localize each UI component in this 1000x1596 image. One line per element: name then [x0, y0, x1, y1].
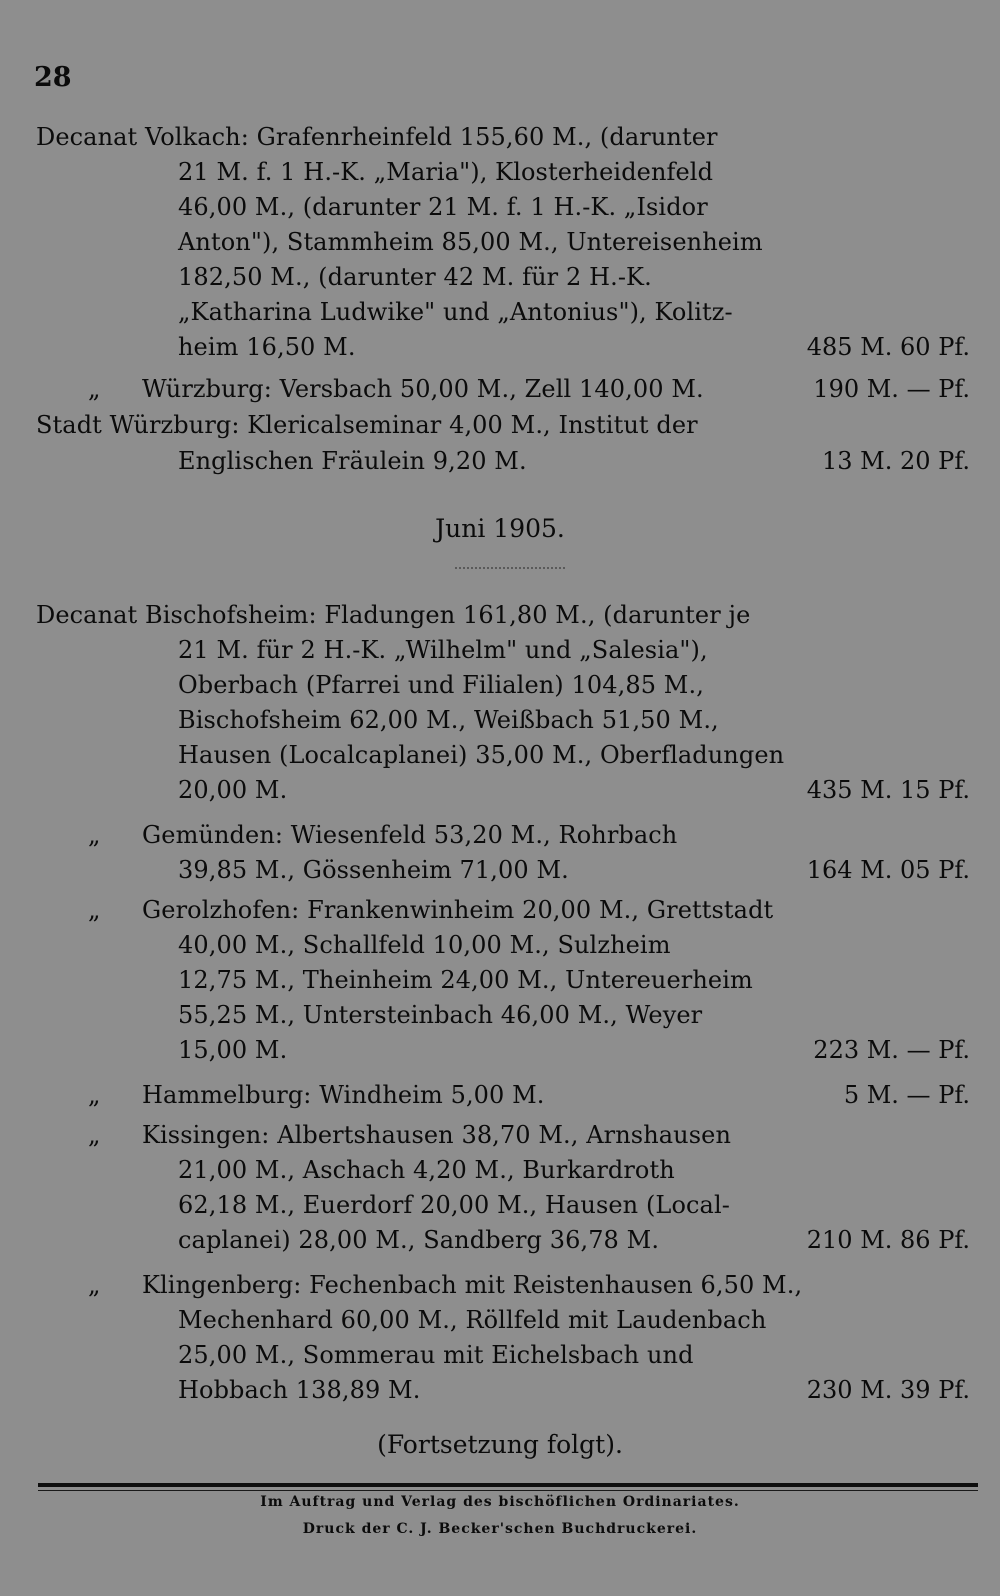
entry-line: „Katharina Ludwike" und „Antonius"), Kolitz-: [178, 298, 733, 326]
entry-amount: 164 M. 05 Pf.: [806, 856, 970, 884]
entry-line: Stadt Würzburg: Klericalseminar 4,00 M., Institut der: [36, 411, 698, 439]
entry-line: Gerolzhofen: Frankenwinheim 20,00 M., Grettstadt: [142, 896, 774, 924]
entry-amount: 5 M. — Pf.: [843, 1081, 970, 1109]
entry-line: 20,00 M.: [178, 776, 288, 804]
entry-amount: 210 M. 86 Pf.: [806, 1226, 970, 1254]
entry-line: Decanat Bischofsheim: Fladungen 161,80 M., (darunter je: [36, 601, 751, 629]
entry-line: Mechenhard 60,00 M., Röllfeld mit Laudenbach: [178, 1306, 767, 1334]
entry-line: Hobbach 138,89 M.: [178, 1376, 421, 1404]
entry-line: Englischen Fräulein 9,20 M.: [178, 447, 527, 475]
entry-line: Würzburg: Versbach 50,00 M., Zell 140,00 M.: [142, 375, 704, 403]
imprint-line: Im Auftrag und Verlag des bischöflichen Ordinariates.: [260, 1494, 740, 1510]
entry-amount: 223 M. — Pf.: [813, 1036, 970, 1064]
entry-amount: 230 M. 39 Pf.: [806, 1376, 970, 1404]
entry-line: Kissingen: Albertshausen 38,70 M., Arnshausen: [142, 1121, 732, 1149]
ditto-mark: „: [88, 1121, 101, 1149]
entry-line: 40,00 M., Schallfeld 10,00 M., Sulzheim: [178, 931, 671, 959]
entry-line: 15,00 M.: [178, 1036, 288, 1064]
entry-line: 55,25 M., Untersteinbach 46,00 M., Weyer: [178, 1001, 703, 1029]
page-number: 28: [34, 62, 72, 93]
ditto-mark: „: [88, 1271, 101, 1299]
ditto-mark: „: [88, 375, 101, 403]
entry-amount: 13 M. 20 Pf.: [822, 447, 970, 475]
entry-amount: 485 M. 60 Pf.: [806, 333, 970, 361]
entry-line: Oberbach (Pfarrei und Filialen) 104,85 M.,: [178, 671, 704, 699]
entry-line: caplanei) 28,00 M., Sandberg 36,78 M.: [178, 1226, 660, 1254]
entry-line: 25,00 M., Sommerau mit Eichelsbach und: [178, 1341, 694, 1369]
footer-rule: [38, 1483, 978, 1487]
footer-rule-thin: [38, 1490, 978, 1491]
entry-line: Hausen (Localcaplanei) 35,00 M., Oberfladungen: [178, 741, 785, 769]
imprint-line: Druck der C. J. Becker'schen Buchdruckerei.: [302, 1521, 698, 1537]
heading-ornament: [455, 567, 565, 571]
entry-line: 21 M. für 2 H.-K. „Wilhelm" und „Salesia"),: [178, 636, 708, 664]
entry-line: 62,18 M., Euerdorf 20,00 M., Hausen (Local-: [178, 1191, 730, 1219]
continuation-note: (Fortsetzung folgt).: [377, 1430, 623, 1459]
entry-line: 46,00 M., (darunter 21 M. f. 1 H.-K. „Isidor: [178, 193, 708, 221]
entry-line: 182,50 M., (darunter 42 M. für 2 H.-K.: [178, 263, 652, 291]
entry-line: heim 16,50 M.: [178, 333, 356, 361]
entry-line: Anton"), Stammheim 85,00 M., Untereisenheim: [178, 228, 763, 256]
ditto-mark: „: [88, 896, 101, 924]
ditto-mark: „: [88, 821, 101, 849]
entry-line: 12,75 M., Theinheim 24,00 M., Untereuerheim: [178, 966, 753, 994]
entry-line: Gemünden: Wiesenfeld 53,20 M., Rohrbach: [142, 821, 678, 849]
month-heading: Juni 1905.: [435, 514, 565, 543]
entry-line: Hammelburg: Windheim 5,00 M.: [142, 1081, 545, 1109]
entry-amount: 435 M. 15 Pf.: [806, 776, 970, 804]
entry-line: 39,85 M., Gössenheim 71,00 M.: [178, 856, 569, 884]
entry-line: 21 M. f. 1 H.-K. „Maria"), Klosterheidenfeld: [178, 158, 714, 186]
entry-line: Bischofsheim 62,00 M., Weißbach 51,50 M.,: [178, 706, 719, 734]
entry-amount: 190 M. — Pf.: [813, 375, 970, 403]
ditto-mark: „: [88, 1081, 101, 1109]
entry-line: Decanat Volkach: Grafenrheinfeld 155,60 M., (darunter: [36, 123, 718, 151]
entry-line: Klingenberg: Fechenbach mit Reistenhausen 6,50 M.,: [142, 1271, 803, 1299]
entry-line: 21,00 M., Aschach 4,20 M., Burkardroth: [178, 1156, 675, 1184]
